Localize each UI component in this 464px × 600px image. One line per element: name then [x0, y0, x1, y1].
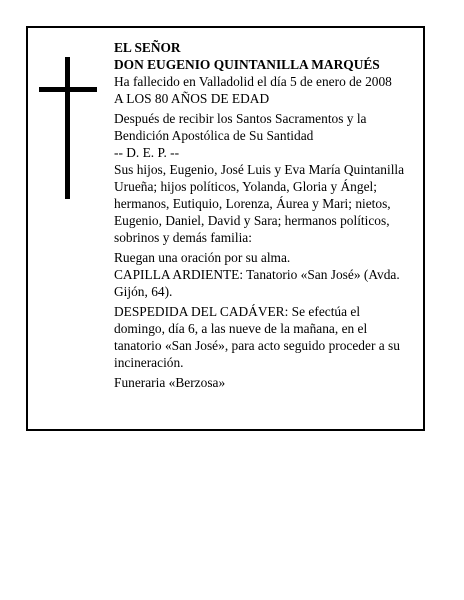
cross-horizontal-bar [39, 87, 97, 92]
chapel-line: Gijón, 64). [114, 284, 173, 299]
notice-dep: -- D. E. P. -- [114, 145, 180, 160]
farewell-line: DESPEDIDA DEL CADÁVER: Se efectúa el [114, 304, 361, 319]
sacraments-line: Después de recibir los Santos Sacramentos y la [114, 111, 367, 126]
notice-age-line: A LOS 80 AÑOS DE EDAD [114, 91, 270, 106]
sacraments-line: Bendición Apostólica de Su Santidad [114, 128, 314, 143]
notice-heading-name: DON EUGENIO QUINTANILLA MARQUÉS [114, 57, 380, 72]
notice-funeral-home: Funeraria «Berzosa» [114, 375, 226, 390]
farewell-line: domingo, día 6, a las nueve de la mañana, en el [114, 321, 368, 336]
cross-icon [39, 57, 97, 199]
farewell-line: incineración. [114, 355, 184, 370]
notice-heading-title: EL SEÑOR [114, 40, 181, 55]
family-line: Sus hijos, Eugenio, José Luis y Eva María Quintanilla [114, 162, 405, 177]
chapel-line: CAPILLA ARDIENTE: Tanatorio «San José» (Avda. [114, 267, 400, 282]
notice-body [114, 39, 419, 391]
notice-family [114, 161, 419, 246]
farewell-line: tanatorio «San José», para acto seguido proceder a su [114, 338, 400, 353]
cross-vertical-bar [65, 57, 70, 199]
notice-deceased-line: Ha fallecido en Valladolid el día 5 de enero de 2008 [114, 74, 392, 89]
notice-sacraments [114, 110, 419, 144]
family-line: hermanos, Eutiquio, Lorenza, Áurea y Mari; nietos, [114, 196, 391, 211]
notice-farewell [114, 303, 419, 371]
notice-chapel [114, 266, 419, 300]
family-line: Urueña; hijos políticos, Yolanda, Gloria y Ángel; [114, 179, 377, 194]
family-line: Eugenio, Daniel, David y Sara; hermanos políticos, [114, 213, 390, 228]
notice-prayer: Ruegan una oración por su alma. [114, 250, 291, 265]
family-line: sobrinos y demás familia: [114, 230, 252, 245]
obituary-notice [26, 26, 425, 431]
